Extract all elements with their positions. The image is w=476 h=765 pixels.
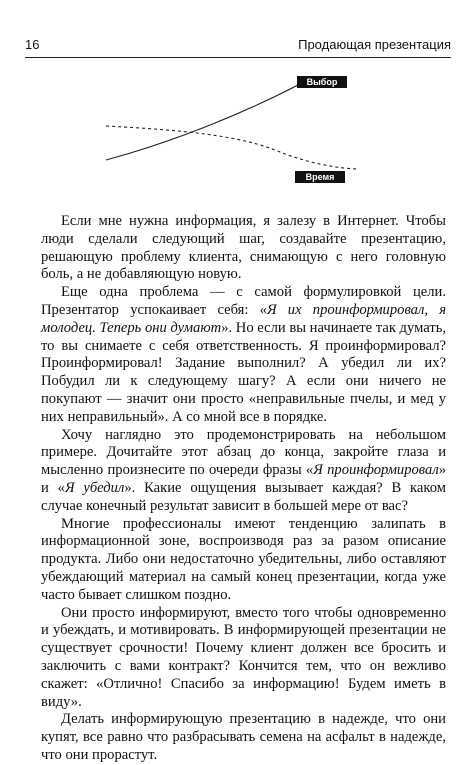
time-label: Время <box>295 171 345 183</box>
choice-label: Выбор <box>297 76 347 88</box>
choice-time-diagram <box>0 0 476 200</box>
text-run: ». Но если вы начинаете так думать, то вы снимаете с себя ответственность. Я проинформировал? Проинформировал! Задание выполнил? А убедил ли их? Побудил ли к следующему шагу? А если они ничего не покупают — значит они просто «неправильные пчелы, и мед у них неправильный». А со мной все в порядке. <box>41 319 447 425</box>
choice-curve <box>106 84 300 160</box>
body-text <box>41 213 446 765</box>
time-dashed-curve <box>106 126 357 169</box>
text-run: ». Какие ощущения вызывает каждая? В каком случае конечный результат зависит в большей мере от вас? <box>41 479 446 514</box>
italic-run: Я проинформировал <box>313 462 439 479</box>
paragraph <box>41 427 446 516</box>
paragraph: Многие профессионалы имеют тенденцию залипать в информационной зоне, воспроизводя раз за разом описание продукта. Либо они недостаточно убедительны, либо оставляют убеждающий материал на самый конец презентации, когда уже часто бывает слишком поздно. <box>41 515 446 603</box>
page-number: 16 <box>25 37 40 52</box>
text-run: » и « <box>41 462 446 496</box>
text-run: Еще одна проблема — с самой формулировкой цели. Презентатор успокаивает себя: « <box>41 284 446 318</box>
text-run: Хочу наглядно это продемонстрировать на небольшом примере. Дочитайте этот абзац до конца, закройте глаза и мысленно произнесите по очереди фразы « <box>41 426 446 479</box>
italic-run: Я убедил <box>64 479 125 496</box>
italic-run: Я их проинформировал, я молодец. Теперь они думают <box>41 301 446 336</box>
running-title: Продающая презентация <box>298 37 451 52</box>
paragraph: Делать информирующую презентацию в надежде, что они купят, все равно что разбрасывать семена на асфальт в надежде, что они прорастут. <box>41 711 446 763</box>
paragraph: Если мне нужна информация, я залезу в Интернет. Чтобы люди сделали следующий шаг, создавайте презентацию, решающую проблему клиента, снимающую с него головную боль, а не добавляющую новую. <box>41 213 446 283</box>
paragraph <box>41 284 446 426</box>
paragraph: Они просто информируют, вместо того чтобы одновременно и убеждать, и мотивировать. В информирующей презентации не существует срочности! Почему клиент должен все бросить и заключить с вами контракт? Кончится тем, что он вежливо скажет: «Отлично! Спасибо за информацию! Будем иметь в виду». <box>41 604 446 710</box>
